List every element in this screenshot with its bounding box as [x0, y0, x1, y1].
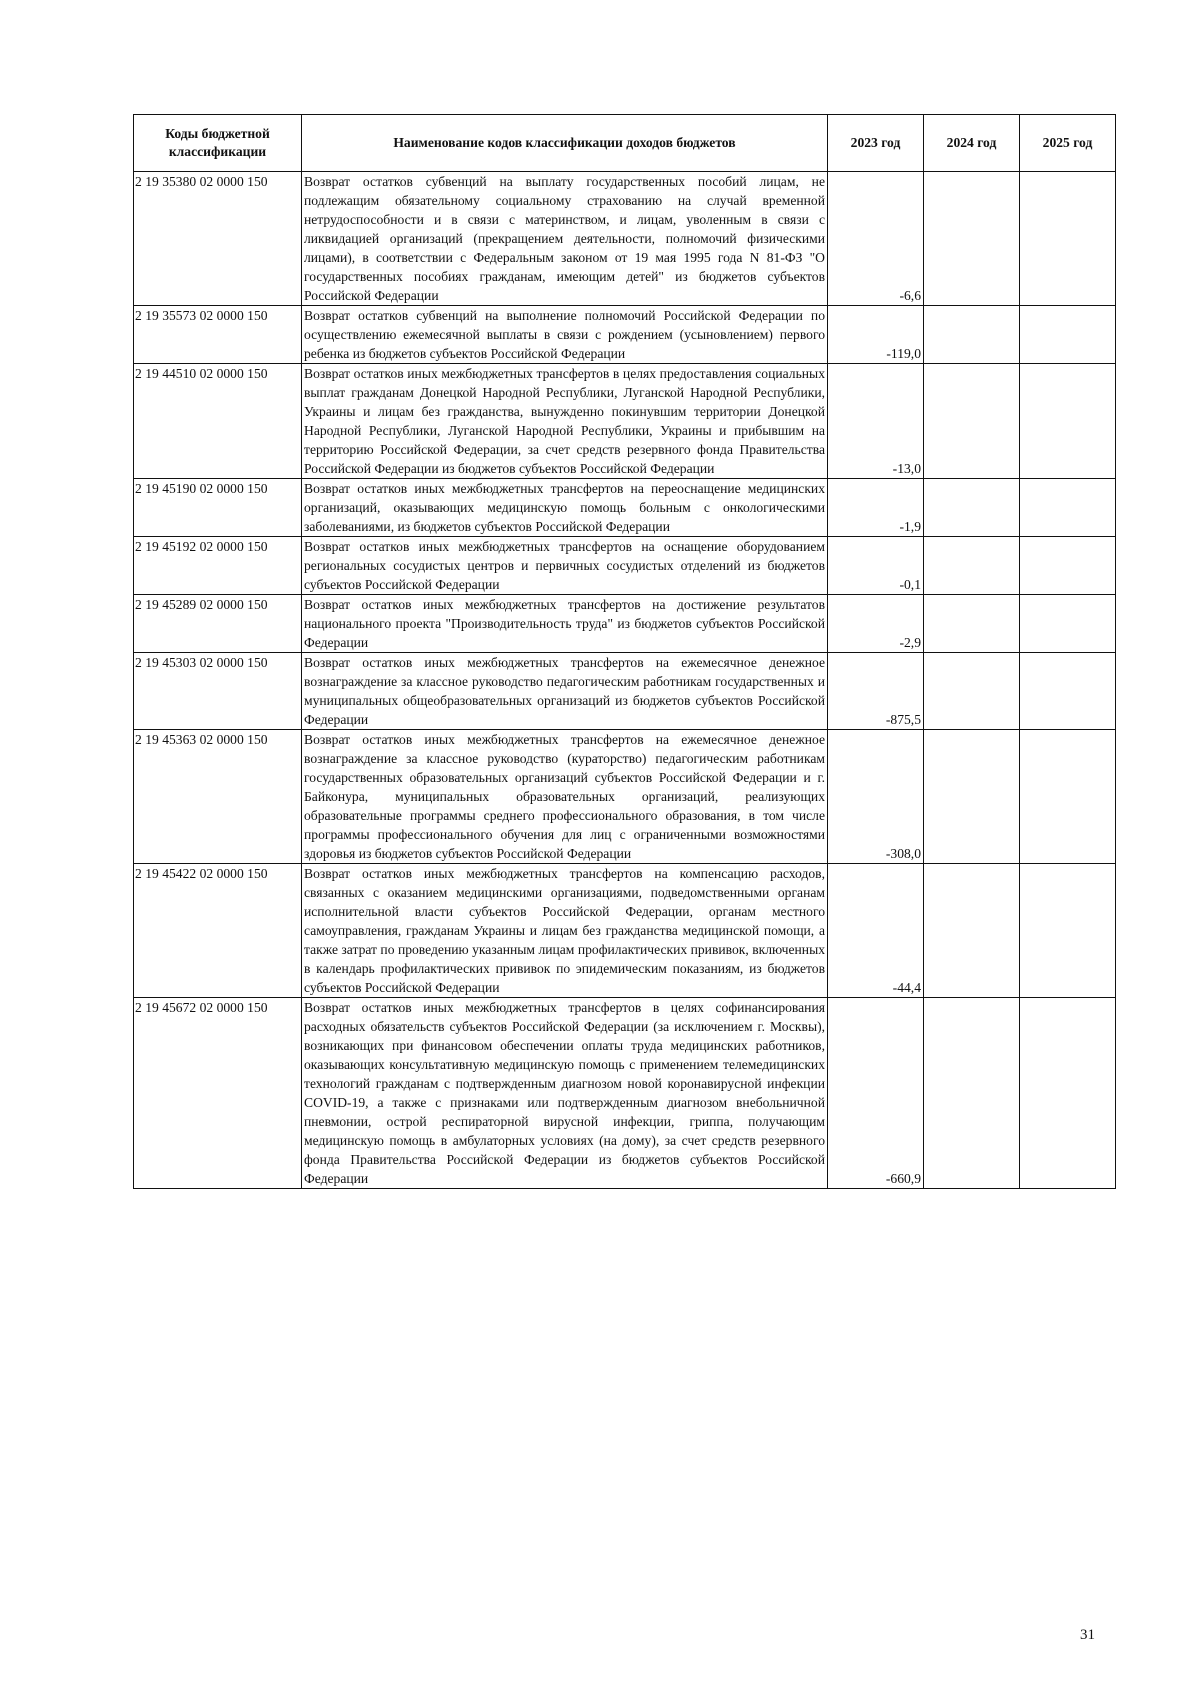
cell-2023: -44,4	[828, 864, 924, 998]
cell-code: 2 19 45672 02 0000 150	[134, 998, 302, 1189]
table-row	[134, 730, 1116, 864]
cell-2025	[1020, 537, 1116, 595]
header-2024: 2024 год	[924, 115, 1020, 172]
cell-code: 2 19 44510 02 0000 150	[134, 364, 302, 479]
cell-code: 2 19 45289 02 0000 150	[134, 595, 302, 653]
cell-2025	[1020, 653, 1116, 730]
cell-2023: -13,0	[828, 364, 924, 479]
table-row	[134, 998, 1116, 1189]
cell-2025	[1020, 306, 1116, 364]
cell-code: 2 19 45422 02 0000 150	[134, 864, 302, 998]
cell-2023: -0,1	[828, 537, 924, 595]
cell-2024	[924, 479, 1020, 537]
cell-2024	[924, 730, 1020, 864]
cell-code: 2 19 45363 02 0000 150	[134, 730, 302, 864]
cell-name: Возврат остатков иных межбюджетных трансфертов в целях софинансирования расходных обязательств субъектов Российской Федерации (за исключением г. Москвы), возникающих при финансовом обеспечении оплаты труда медицинских работников, оказывающих консультативную медицинскую помощь с применением телемедицинских технологий гражданам с подтвержденным диагнозом новой коронавирусной инфекции COVID-19, а также с признаками или подтвержденным диагнозом внебольничной пневмонии, острой респираторной вирусной инфекции, гриппа, получающим медицинскую помощь в амбулаторных условиях (на дому), за счет средств резервного фонда Правительства Российской Федерации из бюджетов субъектов Российской Федерации	[302, 998, 828, 1189]
cell-2025	[1020, 479, 1116, 537]
cell-2024	[924, 172, 1020, 306]
cell-name: Возврат остатков иных межбюджетных трансфертов на ежемесячное денежное вознаграждение за классное руководство педагогическим работникам государственных и муниципальных общеобразовательных организаций из бюджетов субъектов Российской Федерации	[302, 653, 828, 730]
cell-name: Возврат остатков субвенций на выполнение полномочий Российской Федерации по осуществлению ежемесячной выплаты в связи с рождением (усыновлением) первого ребенка из бюджетов субъектов Российской Федерации	[302, 306, 828, 364]
cell-2023: -119,0	[828, 306, 924, 364]
cell-2025	[1020, 172, 1116, 306]
cell-name: Возврат остатков субвенций на выплату государственных пособий лицам, не подлежащим обязательному социальному страхованию на случай временной нетрудоспособности и в связи с материнством, и лицам, уволенным в связи с ликвидацией организаций (прекращением деятельности, полномочий физическими лицами), в соответствии с Федеральным законом от 19 мая 1995 года N 81-ФЗ "О государственных пособиях гражданам, имеющим детей" из бюджетов субъектов Российской Федерации	[302, 172, 828, 306]
header-code: Коды бюджетной классификации	[134, 115, 302, 172]
cell-2024	[924, 653, 1020, 730]
header-2025: 2025 год	[1020, 115, 1116, 172]
cell-2023: -2,9	[828, 595, 924, 653]
header-2023: 2023 год	[828, 115, 924, 172]
cell-name: Возврат остатков иных межбюджетных трансфертов в целях предоставления социальных выплат гражданам Донецкой Народной Республики, Луганской Народной Республики, Украины и лицам без гражданства, вынужденно покинувшим территории Донецкой Народной Республики, Луганской Народной Республики, Украины и прибывшим на территорию Российской Федерации, за счет средств резервного фонда Правительства Российской Федерации из бюджетов субъектов Российской Федерации	[302, 364, 828, 479]
cell-2024	[924, 306, 1020, 364]
cell-2023: -308,0	[828, 730, 924, 864]
cell-2024	[924, 595, 1020, 653]
cell-2025	[1020, 998, 1116, 1189]
cell-code: 2 19 45190 02 0000 150	[134, 479, 302, 537]
cell-2025	[1020, 595, 1116, 653]
cell-2024	[924, 364, 1020, 479]
table-row	[134, 172, 1116, 306]
cell-name: Возврат остатков иных межбюджетных трансфертов на оснащение оборудованием региональных сосудистых центров и первичных сосудистых отделений из бюджетов субъектов Российской Федерации	[302, 537, 828, 595]
cell-name: Возврат остатков иных межбюджетных трансфертов на переоснащение медицинских организаций, оказывающих медицинскую помощь больным с онкологическими заболеваниями, из бюджетов субъектов Российской Федерации	[302, 479, 828, 537]
cell-name: Возврат остатков иных межбюджетных трансфертов на достижение результатов национального проекта "Производительность труда" из бюджетов субъектов Российской Федерации	[302, 595, 828, 653]
table-row	[134, 864, 1116, 998]
cell-name: Возврат остатков иных межбюджетных трансфертов на компенсацию расходов, связанных с оказанием медицинскими организациями, подведомственными органам исполнительной власти субъектов Российской Федерации, органам местного самоуправления, гражданам Украины и лицам без гражданства медицинской помощи, а также затрат по проведению указанным лицам профилактических прививок, включенных в календарь профилактических прививок по эпидемическим показаниям, из бюджетов субъектов Российской Федерации	[302, 864, 828, 998]
table-row	[134, 479, 1116, 537]
cell-2025	[1020, 364, 1116, 479]
table-row	[134, 595, 1116, 653]
cell-code: 2 19 35380 02 0000 150	[134, 172, 302, 306]
cell-2023: -6,6	[828, 172, 924, 306]
table-row	[134, 653, 1116, 730]
table-header-row	[134, 115, 1116, 172]
cell-name: Возврат остатков иных межбюджетных трансфертов на ежемесячное денежное вознаграждение за классное руководство (кураторство) педагогическим работникам государственных образовательных организаций субъектов Российской Федерации и г. Байконура, муниципальных образовательных организаций, реализующих образовательные программы среднего профессионального образования, в том числе программы профессионального обучения для лиц с ограниченными возможностями здоровья из бюджетов субъектов Российской Федерации	[302, 730, 828, 864]
cell-2024	[924, 537, 1020, 595]
page-number: 31	[1080, 1627, 1095, 1643]
cell-code: 2 19 45303 02 0000 150	[134, 653, 302, 730]
budget-revenue-table	[133, 114, 1116, 1189]
cell-2025	[1020, 864, 1116, 998]
cell-2024	[924, 998, 1020, 1189]
cell-2024	[924, 864, 1020, 998]
cell-2023: -660,9	[828, 998, 924, 1189]
table-row	[134, 306, 1116, 364]
cell-2023: -875,5	[828, 653, 924, 730]
table-row	[134, 364, 1116, 479]
table-row	[134, 537, 1116, 595]
cell-2023: -1,9	[828, 479, 924, 537]
cell-2025	[1020, 730, 1116, 864]
header-name: Наименование кодов классификации доходов бюджетов	[302, 115, 828, 172]
cell-code: 2 19 35573 02 0000 150	[134, 306, 302, 364]
cell-code: 2 19 45192 02 0000 150	[134, 537, 302, 595]
